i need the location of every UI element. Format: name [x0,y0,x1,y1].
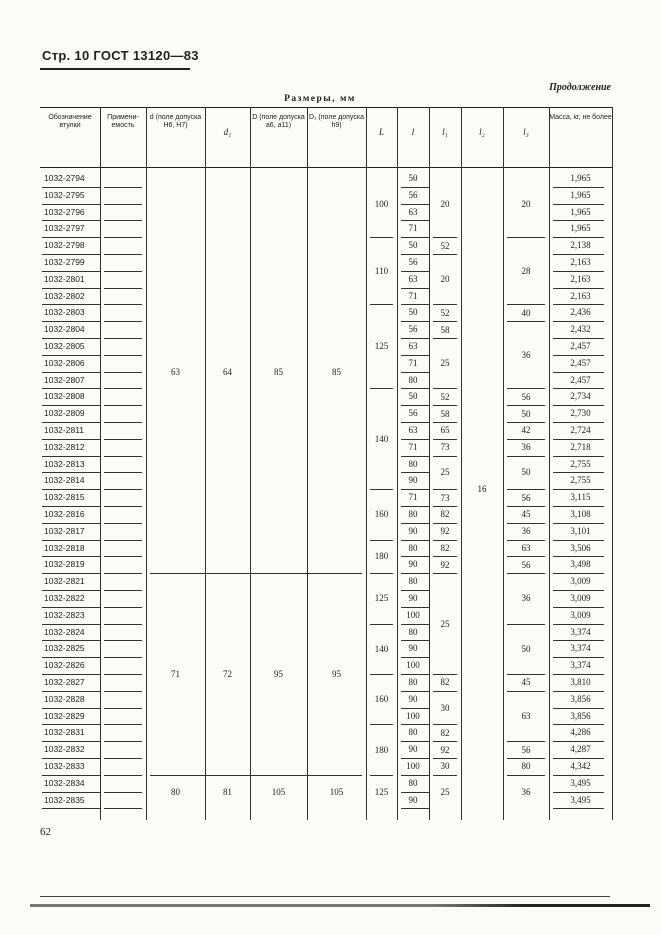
mass-value: 2,730 [570,408,591,419]
row-rule [104,640,142,641]
l1-value: 52 [440,240,450,251]
mass-value: 2,138 [570,240,591,251]
bushing-code: 1032-2834 [44,777,85,788]
row-rule [104,220,142,221]
column-header: D (поле допуска a6, a11) [252,114,305,129]
row-rule [104,439,142,440]
D-value: 95 [274,669,283,679]
l-value: 80 [408,542,418,553]
row-rule [104,540,142,541]
mass-value: 2,163 [570,257,591,267]
mass-value: 2,755 [570,458,591,469]
column-header: l₁ [442,127,448,137]
row-rule [104,775,142,776]
mass-value: 3,498 [570,559,591,570]
bushing-code: 1032-2831 [44,727,85,738]
l3-value: 36 [521,786,531,797]
row-rule [104,321,142,322]
bushing-code: 1032-2825 [44,643,85,654]
D1-value: 105 [329,786,344,797]
l-value: 90 [408,525,418,536]
mass-value: 3,374 [570,626,591,637]
l-value: 80 [408,576,418,587]
row-rule [150,775,362,776]
row-rule [104,590,142,591]
l3-value: 36 [521,593,531,604]
l-value: 71 [408,290,418,301]
l-value: 80 [408,727,418,738]
l-value: 63 [408,341,418,351]
row-rule [104,708,142,709]
l-value: 50 [408,240,418,251]
l-value: 56 [408,257,418,267]
row-rule [42,808,100,809]
l3-value: 56 [521,492,531,503]
row-rule [507,573,545,574]
table-top-rule [40,107,612,108]
mass-value: 4,342 [570,761,591,771]
mass-value: 2,457 [570,374,591,385]
row-rule [104,304,142,305]
mass-value: 2,755 [570,475,591,486]
l1-value: 25 [440,467,450,478]
bushing-code: 1032-2803 [44,307,85,318]
l-value: 71 [408,223,418,234]
bushing-code: 1032-2796 [44,206,85,217]
row-rule [433,691,457,692]
l-value: 71 [408,441,418,452]
row-rule [433,254,457,255]
mass-value: 4,286 [570,727,591,738]
d-value: 80 [171,786,180,797]
column-header: L [378,127,384,137]
column-divider [366,107,367,820]
column-divider [146,107,147,820]
d-value: 71 [171,669,180,679]
row-rule [104,674,142,675]
d1-value: 81 [223,786,232,797]
l1-value: 65 [440,425,450,436]
row-rule [370,724,393,725]
bushing-code: 1032-2798 [44,240,85,251]
bushing-code: 1032-2817 [44,525,85,536]
row-rule [104,422,142,423]
bushing-code: 1032-2794 [44,173,85,183]
mass-value: 3,374 [570,660,591,671]
L-value: 180 [374,744,389,755]
row-rule [104,456,142,457]
l3-value: 63 [521,543,531,553]
row-rule [104,237,142,238]
page-number: 62 [40,826,51,838]
column-header: l [411,127,415,137]
bushing-code: 1032-2804 [44,324,85,335]
l3-value: 63 [521,711,531,721]
row-rule [370,540,393,541]
mass-value: 3,856 [570,710,591,721]
mass-value: 2,457 [570,357,591,368]
bushing-code: 1032-2822 [44,593,85,603]
l1-value: 52 [440,391,450,402]
bushing-code: 1032-2814 [44,475,85,486]
bushing-code: 1032-2821 [44,576,85,587]
l-value: 100 [406,660,420,671]
row-rule [104,624,142,625]
l1-value: 73 [440,442,450,453]
column-divider [205,107,206,820]
row-rule [104,758,142,759]
bushing-code: 1032-2823 [44,609,85,620]
mass-value: 2,163 [570,290,591,301]
row-rule [104,355,142,356]
mass-value: 2,432 [570,324,591,335]
column-header: D₁ (поле допуска h9) [309,114,364,129]
header-rule [40,68,190,70]
bushing-code: 1032-2811 [44,425,85,435]
mass-value: 3,009 [570,576,591,587]
row-rule [104,573,142,574]
mass-value: 2,718 [570,441,591,452]
l1-value: 82 [440,677,450,688]
bushing-code: 1032-2812 [44,441,85,452]
l-value: 90 [408,593,418,603]
bushing-code: 1032-2805 [44,341,85,351]
bushing-code: 1032-2808 [44,391,85,402]
bushing-code: 1032-2815 [44,492,85,503]
column-divider [307,107,308,820]
mass-value: 1,965 [570,189,591,200]
l3-value: 28 [521,265,531,276]
continuation-label: Продолжение [549,82,611,93]
page-header: Стр. 10 ГОСТ 13120—83 [42,48,199,63]
L-value: 160 [374,509,389,520]
mass-value: 1,965 [570,206,591,217]
bushing-code: 1032-2819 [44,559,85,570]
row-rule [150,573,362,574]
bushing-code: 1032-2809 [44,408,85,419]
bushing-code: 1032-2816 [44,509,85,519]
l3-value: 56 [521,391,531,402]
bushing-code: 1032-2802 [44,290,85,301]
mass-value: 4,287 [570,744,591,755]
L-value: 140 [374,433,389,444]
mass-value: 3,495 [570,794,591,805]
l-value: 56 [408,189,418,200]
bushing-code: 1032-2828 [44,693,85,704]
row-rule [370,674,393,675]
row-rule [104,556,142,557]
l1-value: 82 [440,509,450,520]
row-rule [507,456,545,457]
row-rule [104,254,142,255]
row-rule [104,338,142,339]
l-value: 100 [406,609,420,620]
l3-value: 40 [521,307,531,318]
l3-value: 42 [521,425,531,436]
l3-value: 36 [521,442,531,453]
row-rule [104,724,142,725]
row-rule [433,338,457,339]
l1-value: 25 [440,618,450,629]
D1-value: 95 [332,669,341,679]
row-rule [370,388,393,389]
l3-value: 56 [521,744,531,755]
l1-value: 52 [440,307,450,318]
bushing-code: 1032-2797 [44,223,85,234]
mass-value: 3,108 [570,509,591,519]
column-divider [612,107,613,820]
l-value: 90 [408,744,418,755]
l3-value: 56 [521,559,531,570]
d1-value: 72 [223,669,232,679]
mass-value: 2,457 [570,341,591,351]
mass-value: 2,734 [570,391,591,402]
bushing-code: 1032-2795 [44,189,85,200]
l1-value: 82 [440,543,450,553]
bushing-code: 1032-2799 [44,257,85,267]
row-rule [104,489,142,490]
column-header: Примени-емость [107,114,139,129]
l3-value: 36 [521,349,531,360]
row-rule [104,607,142,608]
column-divider [250,107,251,820]
column-header: l₂ [479,127,485,137]
row-rule [370,304,393,305]
l-value: 80 [408,374,418,385]
l-value: 90 [408,794,418,805]
l-value: 50 [408,173,418,183]
row-rule [104,808,142,809]
l1-value: 25 [440,358,450,369]
D-value: 105 [271,786,286,797]
l-value: 71 [408,492,418,503]
mass-value: 3,009 [570,593,591,603]
mass-value: 2,724 [570,425,591,435]
l1-value: 25 [440,786,450,797]
row-rule [433,573,457,574]
l3-value: 45 [521,677,531,688]
l1-value: 92 [440,559,450,570]
column-header: d₁ [223,127,232,137]
row-rule [104,657,142,658]
bushing-code: 1032-2807 [44,374,85,385]
l3-value: 45 [521,509,531,520]
row-rule [104,288,142,289]
bushing-code: 1032-2824 [44,626,85,637]
mass-value: 2,436 [570,307,591,318]
column-divider [461,107,462,820]
row-rule [433,775,457,776]
l1-value: 58 [440,324,450,335]
bushing-code: 1032-2829 [44,710,85,721]
row-rule [104,741,142,742]
mass-value: 3,115 [570,492,591,503]
l-value: 100 [406,761,420,771]
l-value: 80 [408,458,418,469]
row-rule [507,624,545,625]
bushing-code: 1032-2818 [44,542,85,553]
mass-value: 1,965 [570,173,591,183]
l-value: 90 [408,475,418,486]
mass-value: 1,965 [570,223,591,234]
l-value: 63 [408,425,418,435]
row-rule [104,405,142,406]
D-value: 85 [274,366,283,377]
l3-value: 20 [521,198,531,209]
l-value: 80 [408,509,418,519]
l3-value: 80 [521,761,531,772]
bushing-code: 1032-2832 [44,744,85,755]
row-rule [104,523,142,524]
l1-value: 73 [440,492,450,503]
l-value: 80 [408,777,418,788]
bushing-code: 1032-2835 [44,794,85,805]
row-rule [507,775,545,776]
l1-value: 58 [440,408,450,419]
bushing-code: 1032-2826 [44,660,85,671]
column-header: Обозначение втулки [48,114,92,129]
row-rule [370,237,393,238]
l-value: 90 [408,643,418,654]
l3-value: 50 [521,643,531,654]
column-divider [100,107,101,820]
l-value: 100 [406,710,420,721]
l-value: 50 [408,307,418,318]
mass-value: 2,163 [570,273,591,284]
mass-value: 3,506 [570,542,591,553]
l-value: 56 [408,408,418,419]
l1-value: 20 [440,198,450,209]
mass-value: 3,009 [570,609,591,620]
L-value: 160 [374,694,389,705]
row-rule [370,573,393,574]
row-rule [104,187,142,188]
bushing-code: 1032-2801 [44,273,85,284]
l-value: 71 [408,357,418,368]
column-header: d (поле допуска H6, H7) [149,114,202,129]
row-rule [104,506,142,507]
row-rule [104,204,142,205]
row-rule [104,472,142,473]
l-value: 90 [408,693,418,704]
L-value: 125 [374,593,389,604]
l1-value: 92 [440,744,450,755]
column-header: l₃ [523,127,529,137]
dimensions-title: Размеры, мм [284,94,356,104]
l3-value: 50 [521,408,531,419]
d1-value: 64 [223,366,232,377]
mass-value: 3,101 [570,525,591,536]
l1-value: 30 [440,702,450,713]
header-bottom-rule [40,167,612,168]
row-rule [370,775,393,776]
l3-value: 50 [521,467,531,478]
row-rule [433,456,457,457]
bushing-code: 1032-2833 [44,761,85,771]
l1-value: 20 [440,274,450,285]
footer-bar [30,904,650,907]
column-header: Масса, кг, не более [549,114,612,121]
row-rule [104,691,142,692]
l-value: 80 [408,626,418,637]
bushing-code: 1032-2806 [44,357,85,368]
mass-value: 3,495 [570,777,591,788]
L-value: 100 [374,198,389,209]
row-rule [104,388,142,389]
l3-value: 36 [521,526,531,537]
bushing-code: 1032-2813 [44,458,85,469]
mass-value: 3,856 [570,693,591,704]
L-value: 140 [374,643,389,654]
D1-value: 85 [332,366,341,377]
l-value: 90 [408,559,418,570]
mass-value: 3,374 [570,643,591,654]
l1-value: 82 [440,727,450,738]
row-rule [401,808,429,809]
L-value: 125 [374,786,389,797]
row-rule [553,808,604,809]
l1-value: 30 [440,761,450,772]
l-value: 80 [408,677,418,687]
mass-value: 3,810 [570,677,591,687]
l-value: 56 [408,324,418,335]
row-rule [104,792,142,793]
L-value: 125 [374,341,389,352]
row-rule [507,691,545,692]
footer-rule [40,896,610,897]
l-value: 63 [408,273,418,284]
row-rule [370,489,393,490]
L-value: 110 [374,265,389,276]
l-value: 63 [408,206,418,217]
d-value: 63 [171,366,180,377]
l2-value: 16 [477,484,487,495]
row-rule [104,271,142,272]
row-rule [104,372,142,373]
row-rule [507,237,545,238]
bushing-code: 1032-2827 [44,677,85,687]
row-rule [507,321,545,322]
l1-value: 92 [440,526,450,537]
L-value: 180 [374,551,389,562]
l-value: 50 [408,391,418,402]
row-rule [370,624,393,625]
